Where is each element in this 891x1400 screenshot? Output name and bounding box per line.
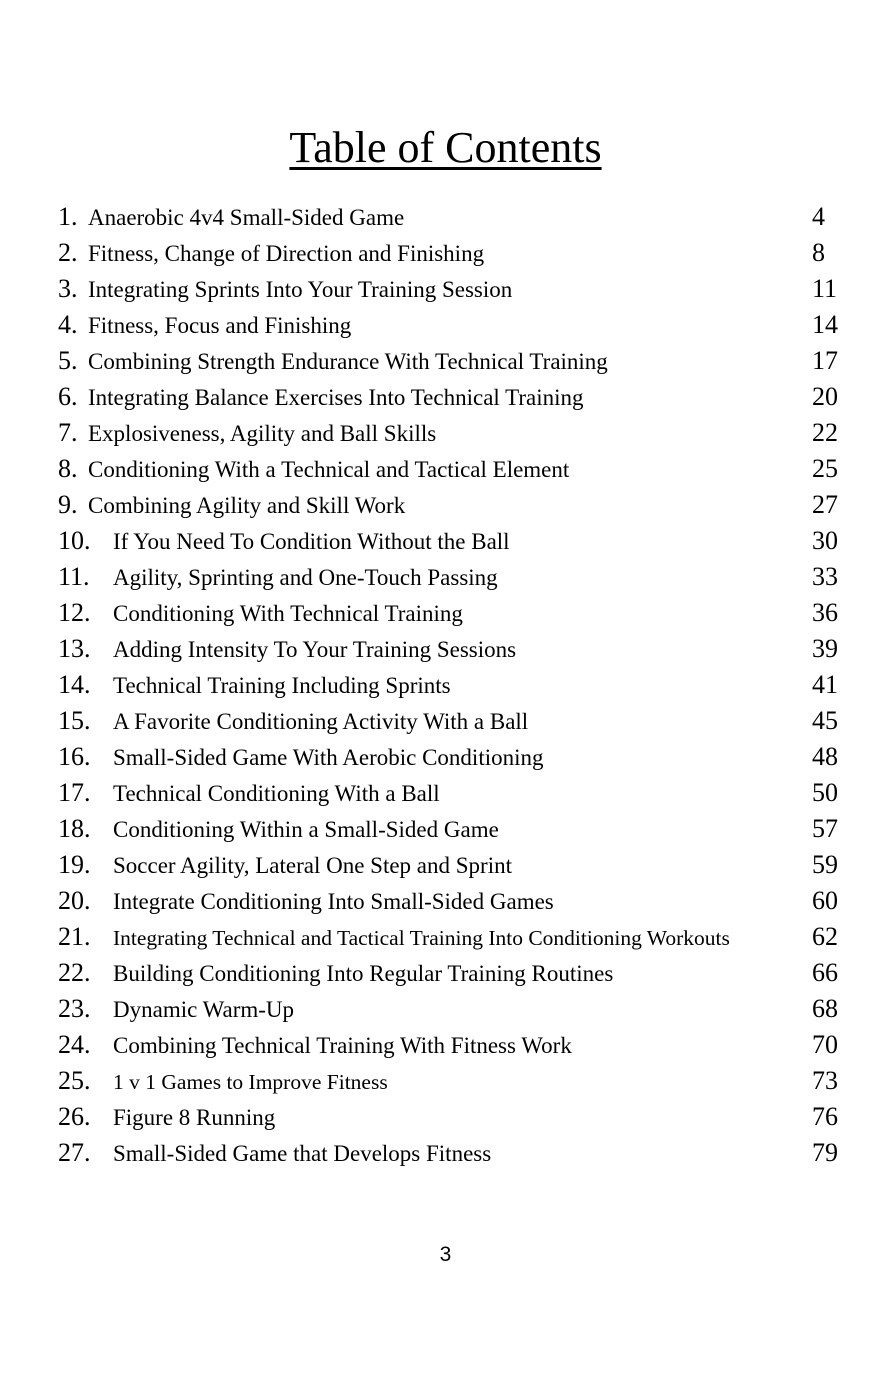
toc-entry-page: 45	[812, 706, 838, 735]
page-title: Table of Contents	[289, 123, 602, 172]
toc-entry-title: Combining Technical Training With Fitness Work	[113, 1033, 572, 1058]
toc-entry	[58, 415, 842, 451]
toc-entry-number: 16.	[58, 742, 91, 771]
toc-entry-number: 21.	[58, 922, 91, 951]
toc-entry	[58, 199, 842, 235]
toc-entry-title: Conditioning With a Technical and Tactical Element	[88, 457, 570, 482]
toc-entry-page: 66	[812, 958, 838, 987]
toc-entry-number: 12.	[58, 598, 91, 627]
toc-entry	[58, 883, 842, 919]
toc-entry-number: 14.	[58, 670, 91, 699]
toc-entry	[58, 811, 842, 847]
toc-entry-page: 41	[812, 670, 838, 699]
toc-entry-title: Integrate Conditioning Into Small-Sided Games	[113, 889, 554, 914]
toc-entry-title: Conditioning Within a Small-Sided Game	[113, 817, 499, 842]
toc-entry-page: 39	[812, 634, 838, 663]
toc-entry	[58, 271, 842, 307]
toc-entry-title: Conditioning With Technical Training	[113, 601, 463, 626]
toc-entry-page: 48	[812, 742, 838, 771]
toc-entry-page: 8	[812, 238, 825, 267]
toc-entry	[58, 703, 842, 739]
toc-entry	[58, 919, 842, 955]
toc-entry-page: 60	[812, 886, 838, 915]
toc-entry	[58, 307, 842, 343]
toc-entry-page: 62	[812, 922, 838, 951]
toc-entry-title: Fitness, Change of Direction and Finishing	[88, 241, 485, 266]
toc-entry-number: 5.	[58, 346, 78, 375]
toc-entry-number: 7.	[58, 418, 78, 447]
toc-entry-title: Technical Training Including Sprints	[113, 673, 451, 698]
toc-entry-title: Dynamic Warm-Up	[113, 997, 295, 1022]
toc-entry-title: Combining Strength Endurance With Technical Training	[88, 349, 608, 374]
toc-entry-title: Adding Intensity To Your Training Sessions	[113, 637, 517, 662]
toc-entry-number: 6.	[58, 382, 78, 411]
toc-entry-page: 14	[812, 310, 838, 339]
toc-entry-number: 9.	[58, 490, 78, 519]
toc-entry-page: 70	[812, 1030, 838, 1059]
toc-entry-title: A Favorite Conditioning Activity With a Ball	[113, 709, 529, 734]
toc-entry-title: Soccer Agility, Lateral One Step and Sprint	[113, 853, 512, 878]
toc-entry-number: 22.	[58, 958, 91, 987]
toc-entry	[58, 955, 842, 991]
toc-entry	[58, 451, 842, 487]
toc-entry-number: 4.	[58, 310, 78, 339]
toc-entry-number: 26.	[58, 1102, 91, 1131]
toc-entry-title: 1 v 1 Games to Improve Fitness	[113, 1070, 388, 1094]
toc-entry-page: 73	[812, 1066, 838, 1095]
toc-entry	[58, 667, 842, 703]
toc-entry-page: 20	[812, 382, 838, 411]
toc-entry-number: 27.	[58, 1138, 91, 1167]
toc-entry-number: 18.	[58, 814, 91, 843]
toc-entry-number: 2.	[58, 238, 78, 267]
toc-entry-title: Figure 8 Running	[113, 1105, 276, 1130]
toc-entry-title: If You Need To Condition Without the Ball	[113, 529, 510, 554]
toc-entry-page: 33	[812, 562, 838, 591]
toc-entry	[58, 631, 842, 667]
toc-entry	[58, 559, 842, 595]
toc-entry	[58, 1027, 842, 1063]
toc-entry-number: 24.	[58, 1030, 91, 1059]
toc-entry-page: 4	[812, 202, 825, 231]
toc-entry-page: 25	[812, 454, 838, 483]
toc-entry-title: Integrating Technical and Tactical Training Into Conditioning Workouts	[113, 926, 730, 950]
toc-entry-page: 68	[812, 994, 838, 1023]
toc-entry-page: 27	[812, 490, 838, 519]
toc-entry-number: 3.	[58, 274, 78, 303]
toc-entry-title: Small-Sided Game With Aerobic Conditioning	[113, 745, 544, 770]
toc-entry	[58, 523, 842, 559]
toc-entry-title: Fitness, Focus and Finishing	[88, 313, 352, 338]
toc-entry-number: 17.	[58, 778, 91, 807]
toc-entry-page: 17	[812, 346, 838, 375]
toc-entry-number: 1.	[58, 202, 78, 231]
toc-entry	[58, 487, 842, 523]
toc-entry-number: 11.	[58, 562, 90, 591]
toc-entry	[58, 1063, 842, 1099]
toc-entry-number: 20.	[58, 886, 91, 915]
toc-entry-title: Technical Conditioning With a Ball	[113, 781, 440, 806]
toc-entry-title: Small-Sided Game that Develops Fitness	[113, 1141, 492, 1166]
toc-entry-title: Integrating Balance Exercises Into Technical Training	[88, 385, 584, 410]
toc-entry-title: Anaerobic 4v4 Small-Sided Game	[88, 205, 405, 230]
toc-entry	[58, 991, 842, 1027]
toc-entry-number: 10.	[58, 526, 91, 555]
toc-entry-page: 30	[812, 526, 838, 555]
toc-entry-title: Combining Agility and Skill Work	[88, 493, 406, 518]
toc-entry	[58, 1099, 842, 1135]
toc-entry-number: 23.	[58, 994, 91, 1023]
toc-entry	[58, 235, 842, 271]
toc-entry-page: 57	[812, 814, 838, 843]
toc-entry	[58, 595, 842, 631]
toc-entry-title: Integrating Sprints Into Your Training Session	[88, 277, 513, 302]
toc-entry-page: 76	[812, 1102, 838, 1131]
toc-entry	[58, 343, 842, 379]
toc-entry	[58, 775, 842, 811]
toc-entry-number: 13.	[58, 634, 91, 663]
toc-entry	[58, 847, 842, 883]
toc-entry	[58, 739, 842, 775]
toc-entry-page: 50	[812, 778, 838, 807]
toc-entry-number: 25.	[58, 1066, 91, 1095]
toc-entry-title: Explosiveness, Agility and Ball Skills	[88, 421, 437, 446]
toc-entry-number: 15.	[58, 706, 91, 735]
footer-page-number: 3	[439, 1243, 452, 1266]
toc-entry-page: 11	[812, 274, 838, 303]
toc-entry-page: 22	[812, 418, 838, 447]
toc-entry-page: 36	[812, 598, 838, 627]
toc-entry-page: 79	[812, 1138, 838, 1167]
toc-list	[58, 199, 842, 1171]
toc-entry	[58, 379, 842, 415]
toc-entry	[58, 1135, 842, 1171]
toc-entry-number: 8.	[58, 454, 78, 483]
toc-entry-title: Building Conditioning Into Regular Training Routines	[113, 961, 614, 986]
toc-entry-page: 59	[812, 850, 838, 879]
toc-entry-number: 19.	[58, 850, 91, 879]
toc-entry-title: Agility, Sprinting and One-Touch Passing	[113, 565, 498, 590]
